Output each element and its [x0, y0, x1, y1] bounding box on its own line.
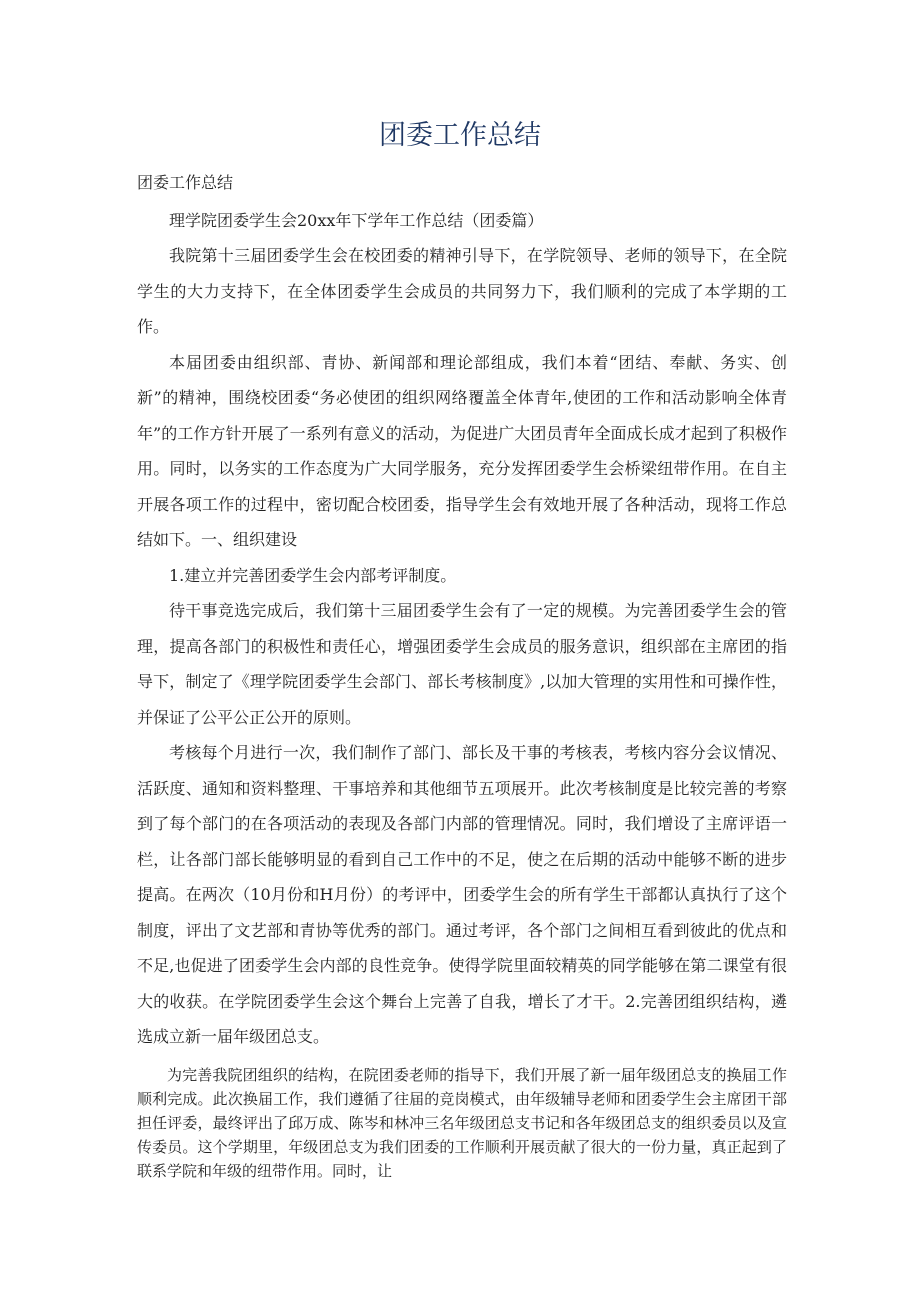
page-title: 团委工作总结	[379, 120, 541, 151]
paragraph: 考核每个月进行一次，我们制作了部门、部长及干事的考核表，考核内容分会议情况、活跃度、通知和资料整理、干事培养和其他细节五项展开。此次考核制度是比较完善的考察到了每个部门的在各项活动的表现及各部门内部的管理情况。同时，我们增设了主席评语一栏，让各部门部长能够明显的看到自己工作中的不足，使之在后期的活动中能够不断的进步提高。在两次（10月份和H月份）的考评中，团委学生会的所有学生干部都认真执行了这个制度，评出了文艺部和青协等优秀的部门。通过考评，各个部门之间相互看到彼此的优点和不足,也促进了团委学生会内部的良性竞争。使得学院里面较精英的同学能够在第二课堂有很大的收获。在学院团委学生会这个舞台上完善了自我，增长了才干。2.完善团组织结构，遴选成立新一届年级团总支。	[137, 743, 787, 1046]
paragraph: 本届团委由组织部、青协、新闻部和理论部组成，我们本着“团结、奉献、务实、创新”的精神，围绕校团委“务必使团的组织网络覆盖全体青年,使团的工作和活动影响全体青年”的工作方针开展了一系列有意义的活动，为促进广大团员青年全面成长成才起到了积极作用。同时，以务实的工作态度为广大同学服务，充分发挥团委学生会桥梁纽带作用。在自主开展各项工作的过程中，密切配合校团委，指导学生会有效地开展了各种活动，现将工作总结如下。一、组织建设	[137, 352, 787, 549]
paragraph: 1.建立并完善团委学生会内部考评制度。	[169, 565, 457, 585]
document-body	[137, 204, 787, 1183]
paragraph: 我院第十三届团委学生会在校团委的精神引导下，在学院领导、老师的领导下，在全院学生的大力支持下，在全体团委学生会成员的共同努力下，我们顺利的完成了本学期的工作。	[137, 246, 787, 336]
paragraph-heading: 理学院团委学生会20xx年下学年工作总结（团委篇）	[169, 211, 544, 230]
document-subtitle: 团委工作总结	[137, 173, 234, 192]
paragraph: 为完善我院团组织的结构，在院团委老师的指导下，我们开展了新一届年级团总支的换届工作顺利完成。此次换届工作，我们遵循了往届的竞岗模式，由年级辅导老师和团委学生会主席团干部担任评委，最终评出了邱万成、陈岑和林冲三名年级团总支书记和各年级团总支的组织委员以及宣传委员。这个学期里，年级团总支为我们团委的工作顺利开展贡献了很大的一份力量，真正起到了联系学院和年级的纽带作用。同时，让	[137, 1065, 787, 1180]
paragraph: 待干事竞选完成后，我们第十三届团委学生会有了一定的规模。为完善团委学生会的管理，提高各部门的积极性和责任心，增强团委学生会成员的服务意识，组织部在主席团的指导下，制定了《理学院团委学生会部门、部长考核制度》,以加大管理的实用性和可操作性，并保证了公平公正公开的原则。	[137, 601, 787, 727]
